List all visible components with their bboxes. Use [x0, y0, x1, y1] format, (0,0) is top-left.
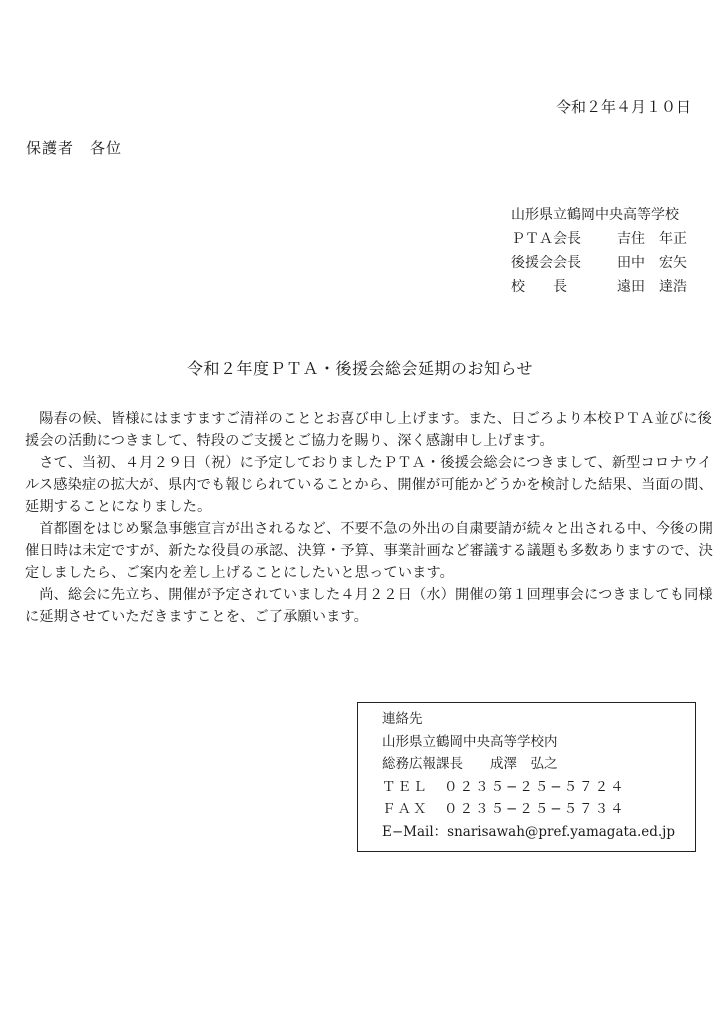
sender-role: 校 長	[511, 279, 567, 295]
recipient-line: 保護者 各位	[26, 139, 123, 157]
sender-school	[511, 203, 687, 227]
contact-fax: ＦＡＸ ０２３５−２５−５７３４	[382, 801, 626, 817]
body-paragraph: 陽春の候、皆様にはますますご清祥のこととお喜び申し上げます。また、日ごろより本校ＰＴＡ並びに後援会の活動につきまして、特段のご支援とご協力を賜り、深く感謝申し上げます。	[25, 411, 712, 449]
sender-role: 後援会会長	[511, 255, 581, 271]
sender-principal	[511, 275, 687, 299]
body-paragraph: 首都圏をはじめ緊急事態宣言が出されるなど、不要不急の外出の自粛要請が続々と出される中、今後の開催日時は未定ですが、新たな役員の承認、決算・予算、事業計画など審議する議題も多数ありますので、決定しましたら、ご案内を差し上げることにしたいと思っています。	[25, 521, 714, 581]
sender-school-name: 山形県立鶴岡中央高等学校	[511, 207, 679, 223]
contact-tel: ＴＥＬ ０２３５−２５−５７２４	[382, 778, 626, 795]
sender-name: 田中 宏矢	[617, 255, 687, 271]
sender-block	[511, 203, 687, 299]
contact-box	[357, 702, 696, 852]
document-date: 令和２年４月１０日	[556, 98, 692, 116]
notice-title: 令和２年度ＰＴＡ・後援会総会延期のお知らせ	[186, 359, 534, 378]
body-paragraph: 尚、総会に先立ち、開催が予定されていました４月２２日（水）開催の第１回理事会につきましても同様に延期させていただきますことを、ご了承願います。	[25, 587, 713, 625]
body-paragraph: さて、当初、４月２９日（祝）に予定しておりましたＰＴＡ・後援会総会につきまして、新型コロナウイルス感染症の拡大が、県内でも報じられていることから、開催が可能かどうかを検討した結果、当面の間、延期することになりました。	[25, 455, 713, 515]
contact-org: 山形県立鶴岡中央高等学校内	[382, 733, 558, 750]
notice-body	[25, 408, 715, 628]
sender-pta-president	[511, 227, 687, 251]
sender-supporters-president	[511, 251, 687, 275]
sender-name: 遠田 達浩	[617, 279, 687, 295]
contact-email: E−Mail：snarisawah@pref.yamagata.ed.jp	[382, 823, 676, 840]
sender-role: ＰＴＡ会長	[511, 231, 581, 247]
sender-name: 吉住 年正	[617, 231, 687, 247]
contact-person: 総務広報課長 成澤 弘之	[382, 756, 558, 772]
contact-heading: 連絡先	[382, 711, 423, 727]
